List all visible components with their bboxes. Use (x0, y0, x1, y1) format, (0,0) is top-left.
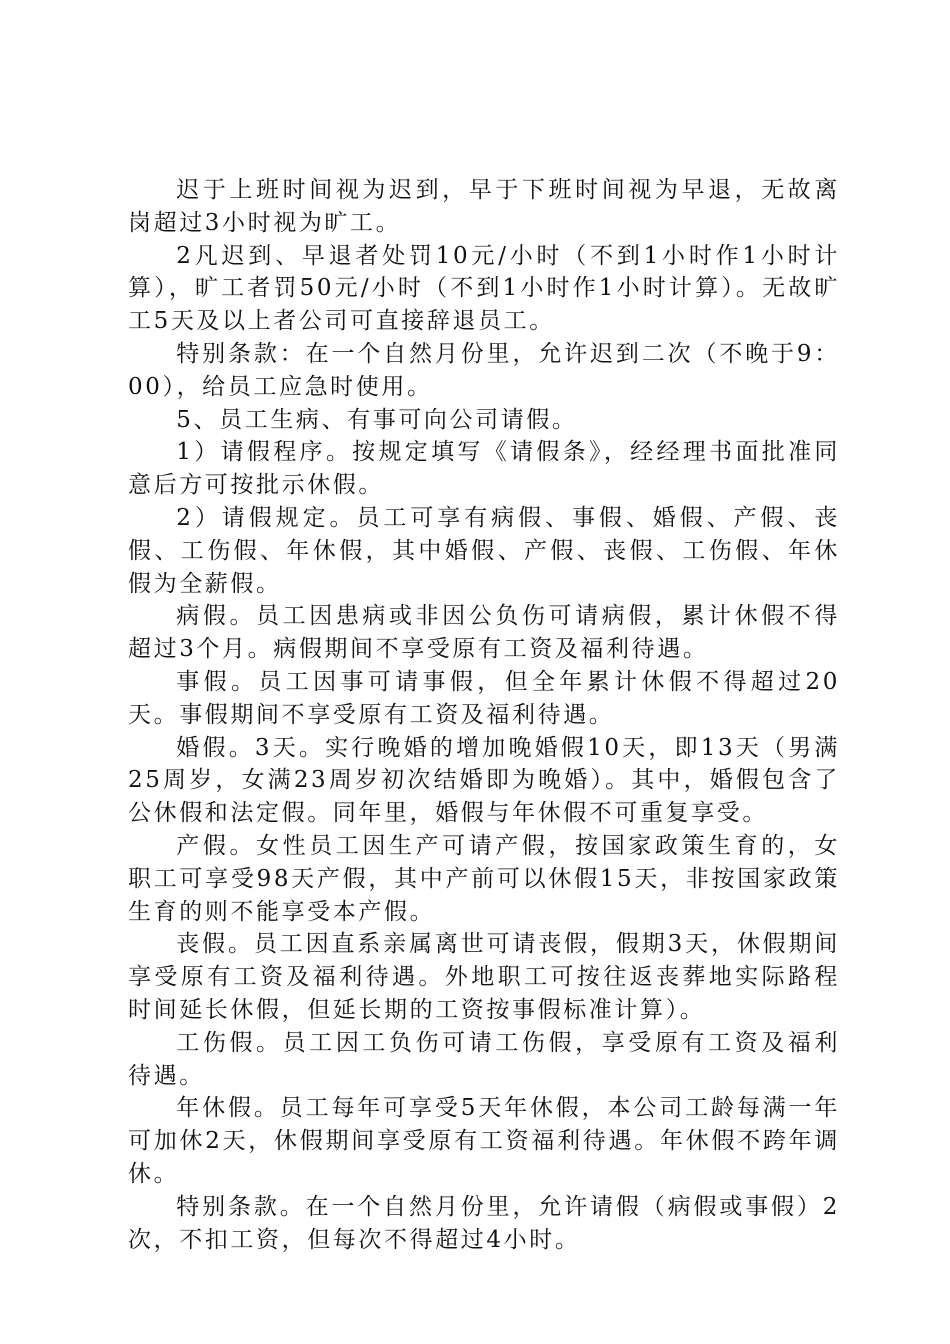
paragraph-bereavement-leave: 丧假。员工因直系亲属离世可请丧假，假期3天，休假期间享受原有工资及福利待遇。外地职工可按往返丧葬地实际路程时间延长休假，但延长期的工资按事假标准计算）。 (128, 931, 840, 1023)
paragraph-leave-heading: 5、员工生病、有事可向公司请假。 (176, 406, 578, 433)
paragraph-leave-procedure: 1）请假程序。按规定填写《请假条》，经经理书面批准同意后方可按批示休假。 (128, 439, 840, 499)
paragraph-sick-leave: 病假。员工因患病或非因公负伤可请病假，累计休假不得超过3个月。病假期间不享受原有工资及福利待遇。 (128, 603, 840, 663)
paragraph-personal-leave: 事假。员工因事可请事假，但全年累计休假不得超过20天。事假期间不享受原有工资及福利待遇。 (128, 668, 840, 728)
paragraph-maternity-leave: 产假。女性员工因生产可请产假，按国家政策生育的，女职工可享受98天产假，其中产前可以休假15天，非按国家政策生育的则不能享受本产假。 (128, 832, 840, 925)
paragraph-lateness-definition: 迟于上班时间视为迟到，早于下班时间视为早退，无故离岗超过3小时视为旷工。 (128, 177, 840, 236)
paragraph-marriage-leave: 婚假。3天。实行晚婚的增加晚婚假10天，即13天（男满25周岁，女满23周岁初次结婚即为晚婚）。其中，婚假包含了公休假和法定假。同年里，婚假与年休假不可重复享受。 (128, 734, 840, 827)
paragraph-annual-leave: 年休假。员工每年可享受5天年休假，本公司工龄每满一年可加休2天，休假期间享受原有工资福利待遇。年休假不跨年调休。 (128, 1095, 840, 1187)
paragraph-injury-leave: 工伤假。员工因工负伤可请工伤假，享受原有工资及福利待遇。 (128, 1029, 840, 1089)
paragraph-leave-rules: 2）请假规定。员工可享有病假、事假、婚假、产假、丧假、工伤假、年休假，其中婚假、产假、丧假、工伤假、年休假为全薪假。 (128, 504, 840, 597)
paragraph-lateness-penalty: 2凡迟到、早退者处罚10元/小时（不到1小时作1小时计算），旷工者罚50元/小时（不到1小时作1小时计算）。无故旷工5天及以上者公司可直接辞退员工。 (128, 242, 840, 335)
paragraph-leave-special-clause: 特别条款。在一个自然月份里，允许请假（病假或事假）2次，不扣工资，但每次不得超过4小时。 (128, 1193, 840, 1253)
paragraph-lateness-special-clause: 特别条款：在一个自然月份里，允许迟到二次（不晚于9：00），给员工应急时使用。 (128, 340, 840, 400)
document-body (128, 174, 840, 1256)
